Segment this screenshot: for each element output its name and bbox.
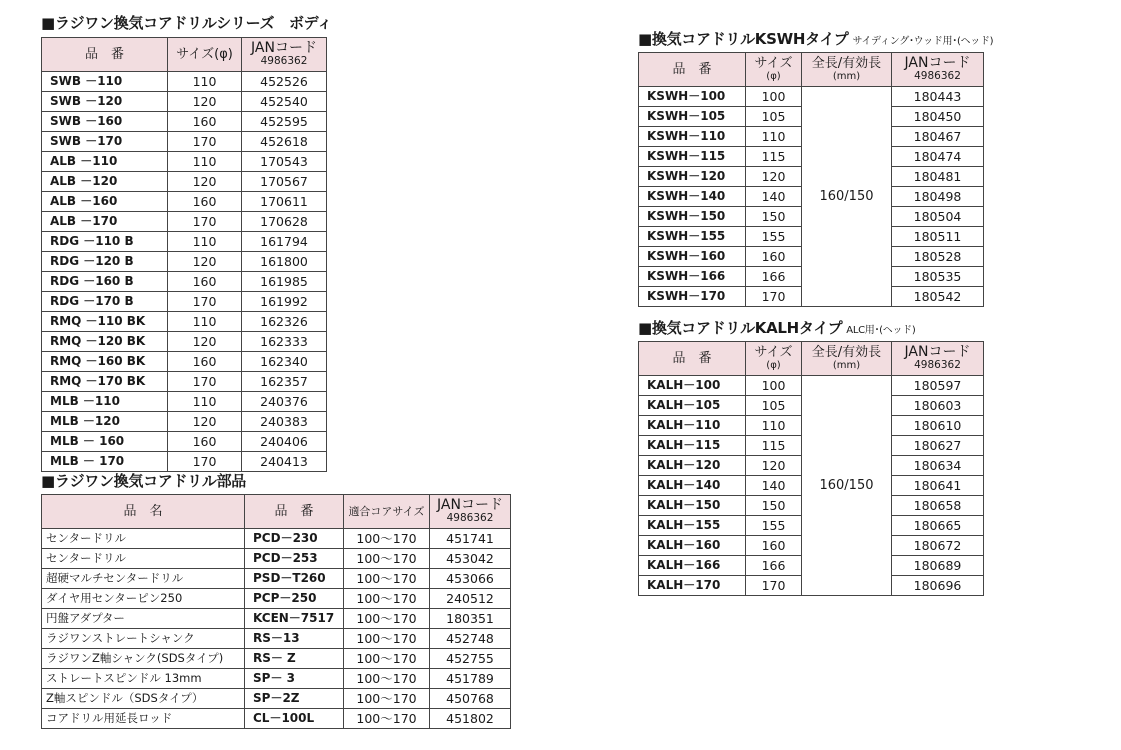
jan-code: 161800 (242, 252, 327, 272)
size-value: 115 (746, 147, 802, 167)
size-value: 120 (168, 172, 242, 192)
product-code: KSWH－150 (639, 207, 746, 227)
table-row (42, 569, 511, 589)
size-value: 155 (746, 516, 802, 536)
product-code: RDG －160 B (42, 272, 168, 292)
jan-code: 452618 (242, 132, 327, 152)
parts-table (41, 494, 511, 729)
jan-code: 452526 (242, 72, 327, 92)
product-code: KALH－105 (639, 396, 746, 416)
kswh-title-main: ■換気コアドリルKSWHタイプ (638, 30, 849, 48)
part-name: 超硬マルチセンタードリル (42, 569, 245, 589)
size-value: 115 (746, 436, 802, 456)
product-code: KALH－166 (639, 556, 746, 576)
table-row (42, 112, 327, 132)
part-code: PSD－T260 (245, 569, 344, 589)
kalh-title-main: ■換気コアドリルKALHタイプ (638, 319, 843, 337)
core-size-range: 100～170 (344, 529, 430, 549)
product-code: SWB －170 (42, 132, 168, 152)
size-value: 120 (168, 332, 242, 352)
jan-code: 180511 (892, 227, 984, 247)
jan-code: 180672 (892, 536, 984, 556)
product-code: KALH－110 (639, 416, 746, 436)
length-label: 全長/有効長 (811, 344, 882, 360)
jan-code: 180498 (892, 187, 984, 207)
jan-code: 451802 (430, 709, 511, 729)
part-code: SP－ 3 (245, 669, 344, 689)
size-value: 150 (746, 496, 802, 516)
parts-title: ■ラジワン換気コアドリル部品 (41, 472, 246, 490)
product-code: RMQ －110 BK (42, 312, 168, 332)
parts-header-core-size: 適合コアサイズ (344, 495, 430, 529)
size-value: 110 (168, 392, 242, 412)
jan-code: 170628 (242, 212, 327, 232)
size-value: 170 (168, 452, 242, 472)
table-row (42, 432, 327, 452)
table-row (42, 172, 327, 192)
table-row (42, 412, 327, 432)
part-code: CL－100L (245, 709, 344, 729)
product-code: MLB －120 (42, 412, 168, 432)
product-code: MLB － 170 (42, 452, 168, 472)
kswh-subtitle: サイディング･ウッド用･(ヘッド) (852, 36, 994, 47)
part-name: ストレートスピンドル 13mm (42, 669, 245, 689)
parts-header-name: 品 名 (42, 495, 245, 529)
size-value: 120 (168, 92, 242, 112)
jan-code: 162340 (242, 352, 327, 372)
kswh-header-jan (892, 53, 984, 87)
header-size: サイズ(φ) (168, 38, 242, 72)
size-value: 120 (746, 167, 802, 187)
jan-code: 180450 (892, 107, 984, 127)
jan-code: 451789 (430, 669, 511, 689)
jan-code: 180665 (892, 516, 984, 536)
table-row (42, 292, 327, 312)
product-code: KALH－155 (639, 516, 746, 536)
table-row (42, 649, 511, 669)
length-value: 160/150 (802, 376, 892, 596)
parts-header-code: 品 番 (245, 495, 344, 529)
jan-code: 170543 (242, 152, 327, 172)
product-code: KSWH－170 (639, 287, 746, 307)
jan-code: 180467 (892, 127, 984, 147)
size-unit: (φ) (766, 70, 781, 82)
size-value: 140 (746, 476, 802, 496)
jan-code: 161992 (242, 292, 327, 312)
product-code: RDG －110 B (42, 232, 168, 252)
table-row (42, 629, 511, 649)
core-size-range: 100～170 (344, 629, 430, 649)
part-name: センタードリル (42, 549, 245, 569)
size-value: 170 (746, 287, 802, 307)
size-value: 110 (168, 232, 242, 252)
product-code: KALH－150 (639, 496, 746, 516)
jan-code: 162333 (242, 332, 327, 352)
size-value: 160 (168, 272, 242, 292)
product-code: MLB － 160 (42, 432, 168, 452)
table-row (42, 252, 327, 272)
product-code: SWB －160 (42, 112, 168, 132)
part-name: ラジワンストレートシャンク (42, 629, 245, 649)
size-value: 105 (746, 396, 802, 416)
size-value: 166 (746, 267, 802, 287)
part-name: ダイヤ用センターピン250 (42, 589, 245, 609)
product-code: KALH－115 (639, 436, 746, 456)
jan-code: 180689 (892, 556, 984, 576)
size-value: 160 (746, 247, 802, 267)
part-code: KCEN－7517 (245, 609, 344, 629)
kswh-header-length (802, 53, 892, 87)
table-row (42, 72, 327, 92)
core-size-range: 100～170 (344, 709, 430, 729)
kalh-header-size (746, 342, 802, 376)
jan-code: 450768 (430, 689, 511, 709)
product-code: KALH－160 (639, 536, 746, 556)
part-name: 円盤アダプター (42, 609, 245, 629)
product-code: SWB －120 (42, 92, 168, 112)
jan-code: 453042 (430, 549, 511, 569)
part-code: PCD－253 (245, 549, 344, 569)
kalh-header-length (802, 342, 892, 376)
jan-label: JANコード (904, 343, 971, 360)
kswh-header-code: 品 番 (639, 53, 746, 87)
product-code: ALB －160 (42, 192, 168, 212)
table-row (42, 332, 327, 352)
product-code: KSWH－115 (639, 147, 746, 167)
size-value: 140 (746, 187, 802, 207)
size-value: 160 (746, 536, 802, 556)
table-row (42, 232, 327, 252)
jan-code: 180627 (892, 436, 984, 456)
jan-code: 170567 (242, 172, 327, 192)
table-row (42, 609, 511, 629)
jan-label: JANコード (251, 39, 317, 56)
jan-prefix: 4986362 (446, 511, 494, 524)
kswh-title (638, 28, 993, 49)
size-value: 160 (168, 432, 242, 452)
jan-code: 180443 (892, 87, 984, 107)
jan-code: 180351 (430, 609, 511, 629)
jan-prefix: 4986362 (914, 358, 961, 371)
size-value: 170 (168, 292, 242, 312)
size-value: 120 (168, 252, 242, 272)
jan-code: 180528 (892, 247, 984, 267)
size-value: 160 (168, 192, 242, 212)
part-name: センタードリル (42, 529, 245, 549)
part-code: SP－2Z (245, 689, 344, 709)
core-size-range: 100～170 (344, 569, 430, 589)
product-code: ALB －170 (42, 212, 168, 232)
jan-prefix: 4986362 (260, 54, 308, 67)
jan-code: 180634 (892, 456, 984, 476)
size-value: 155 (746, 227, 802, 247)
product-code: SWB －110 (42, 72, 168, 92)
part-code: PCD－230 (245, 529, 344, 549)
product-code: RMQ －170 BK (42, 372, 168, 392)
jan-code: 161985 (242, 272, 327, 292)
kalh-table (638, 341, 984, 596)
jan-code: 162326 (242, 312, 327, 332)
length-label: 全長/有効長 (811, 55, 882, 71)
size-value: 105 (746, 107, 802, 127)
product-code: KSWH－160 (639, 247, 746, 267)
table-row (42, 352, 327, 372)
product-code: RMQ －160 BK (42, 352, 168, 372)
table-row (42, 669, 511, 689)
kswh-table (638, 52, 984, 307)
product-code: MLB －110 (42, 392, 168, 412)
product-code: KSWH－120 (639, 167, 746, 187)
kalh-title (638, 317, 915, 338)
product-code: KALH－170 (639, 576, 746, 596)
size-value: 120 (168, 412, 242, 432)
product-code: KSWH－110 (639, 127, 746, 147)
length-unit: (mm) (832, 70, 861, 82)
header-code: 品 番 (42, 38, 168, 72)
kswh-header-size (746, 53, 802, 87)
jan-code: 240406 (242, 432, 327, 452)
jan-code: 240512 (430, 589, 511, 609)
jan-code: 240413 (242, 452, 327, 472)
length-value: 160/150 (802, 87, 892, 307)
jan-code: 180696 (892, 576, 984, 596)
table-row (42, 132, 327, 152)
product-code: RMQ －120 BK (42, 332, 168, 352)
kalh-subtitle: ALC用･(ヘッド) (846, 325, 916, 336)
product-code: KSWH－166 (639, 267, 746, 287)
size-value: 150 (746, 207, 802, 227)
size-unit: (φ) (766, 359, 781, 371)
size-value: 160 (168, 112, 242, 132)
jan-code: 162357 (242, 372, 327, 392)
jan-code: 452595 (242, 112, 327, 132)
core-size-range: 100～170 (344, 609, 430, 629)
jan-code: 180610 (892, 416, 984, 436)
table-row (42, 689, 511, 709)
jan-code: 451741 (430, 529, 511, 549)
jan-code: 170611 (242, 192, 327, 212)
jan-code: 180641 (892, 476, 984, 496)
product-code: KSWH－140 (639, 187, 746, 207)
product-code: RDG －120 B (42, 252, 168, 272)
table-row (42, 452, 327, 472)
size-value: 170 (746, 576, 802, 596)
jan-code: 180603 (892, 396, 984, 416)
size-value: 166 (746, 556, 802, 576)
length-unit: (mm) (832, 359, 861, 371)
body-series-title: ■ラジワン換気コアドリルシリーズ ボディ (41, 14, 332, 32)
core-size-range: 100～170 (344, 669, 430, 689)
table-row (639, 376, 984, 396)
size-value: 170 (168, 132, 242, 152)
size-label: サイズ (754, 55, 793, 71)
table-row (42, 212, 327, 232)
table-row (639, 87, 984, 107)
table-row (42, 272, 327, 292)
jan-code: 453066 (430, 569, 511, 589)
size-value: 110 (746, 127, 802, 147)
core-size-range: 100～170 (344, 589, 430, 609)
table-row (42, 372, 327, 392)
jan-code: 452540 (242, 92, 327, 112)
product-code: KALH－100 (639, 376, 746, 396)
jan-code: 180504 (892, 207, 984, 227)
part-name: コアドリル用延長ロッド (42, 709, 245, 729)
part-code: RS－ Z (245, 649, 344, 669)
table-row (42, 152, 327, 172)
core-size-range: 100～170 (344, 549, 430, 569)
core-size-range: 100～170 (344, 649, 430, 669)
size-value: 100 (746, 376, 802, 396)
core-size-range: 100～170 (344, 689, 430, 709)
table-row (42, 589, 511, 609)
size-value: 110 (168, 312, 242, 332)
jan-label: JANコード (437, 496, 503, 513)
size-label: サイズ (754, 344, 793, 360)
table-row (42, 529, 511, 549)
product-code: KALH－120 (639, 456, 746, 476)
size-value: 160 (168, 352, 242, 372)
part-name: ラジワンZ軸シャンク(SDSタイプ) (42, 649, 245, 669)
size-value: 120 (746, 456, 802, 476)
part-code: PCP－250 (245, 589, 344, 609)
header-jan (242, 38, 327, 72)
product-code: ALB －120 (42, 172, 168, 192)
part-code: RS－13 (245, 629, 344, 649)
table-row (42, 92, 327, 112)
jan-code: 180474 (892, 147, 984, 167)
jan-prefix: 4986362 (914, 69, 961, 82)
jan-code: 240383 (242, 412, 327, 432)
jan-code: 452748 (430, 629, 511, 649)
product-code: ALB －110 (42, 152, 168, 172)
product-code: KSWH－105 (639, 107, 746, 127)
table-row (42, 549, 511, 569)
jan-code: 180658 (892, 496, 984, 516)
jan-code: 180535 (892, 267, 984, 287)
size-value: 170 (168, 212, 242, 232)
product-code: KSWH－155 (639, 227, 746, 247)
table-row (42, 392, 327, 412)
product-code: RDG －170 B (42, 292, 168, 312)
jan-code: 452755 (430, 649, 511, 669)
jan-code: 240376 (242, 392, 327, 412)
kalh-header-jan (892, 342, 984, 376)
jan-code: 180597 (892, 376, 984, 396)
size-value: 110 (168, 152, 242, 172)
jan-code: 161794 (242, 232, 327, 252)
size-value: 110 (746, 416, 802, 436)
product-code: KALH－140 (639, 476, 746, 496)
size-value: 170 (168, 372, 242, 392)
jan-code: 180542 (892, 287, 984, 307)
table-row (42, 312, 327, 332)
size-value: 110 (168, 72, 242, 92)
table-row (42, 192, 327, 212)
product-code: KSWH－100 (639, 87, 746, 107)
parts-header-jan (430, 495, 511, 529)
table-row (42, 709, 511, 729)
part-name: Z軸スピンドル（SDSタイプ） (42, 689, 245, 709)
jan-code: 180481 (892, 167, 984, 187)
size-value: 100 (746, 87, 802, 107)
jan-label: JANコード (904, 54, 971, 71)
kalh-header-code: 品 番 (639, 342, 746, 376)
body-series-table (41, 37, 327, 472)
